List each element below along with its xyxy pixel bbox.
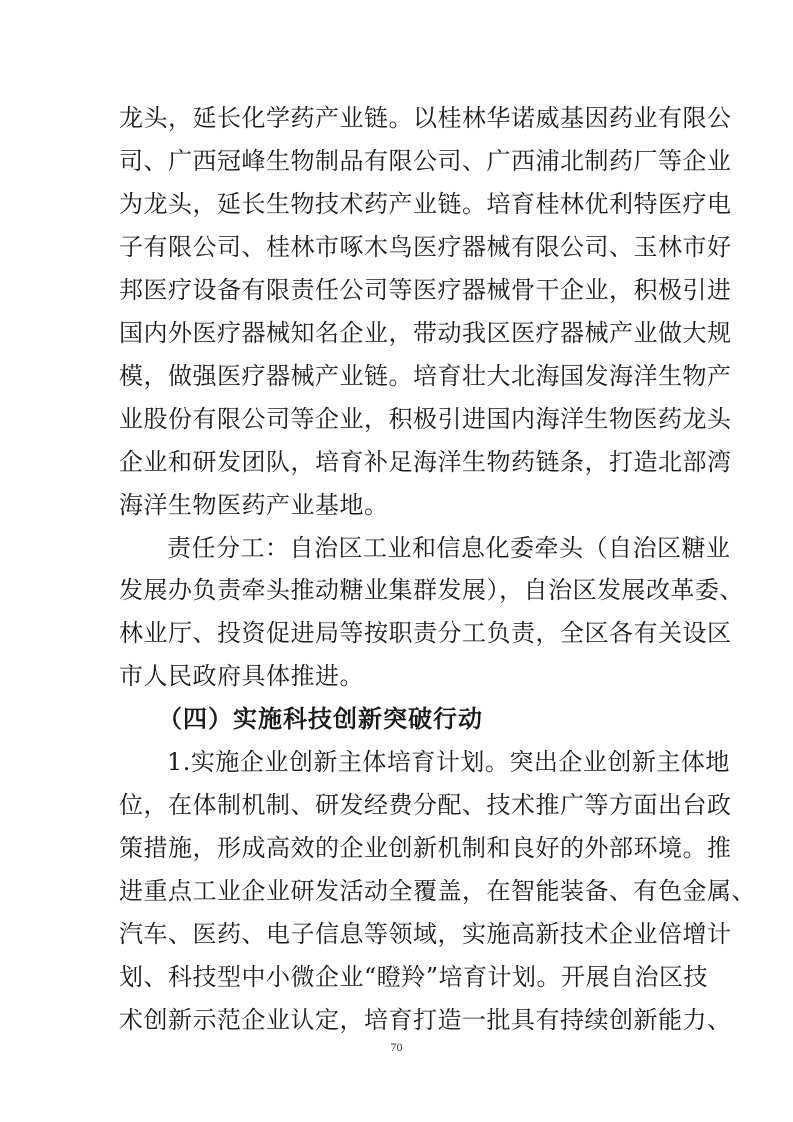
section-heading-text: （四）实施科技创新突破行动 bbox=[158, 705, 483, 733]
text-line bbox=[0, 785, 793, 825]
text-line-content: 司、广西冠峰生物制品有限公司、广西浦北制药厂等企业 bbox=[119, 147, 732, 175]
text-line bbox=[0, 485, 793, 525]
text-line-content: 企业和研发团队，培育补足海洋生物药链条，打造北部湾 bbox=[119, 448, 732, 476]
text-line-content: 进重点工业企业研发活动全覆盖，在智能装备、有色金属、 bbox=[119, 877, 756, 905]
text-line-content: 责任分工：自治区工业和信息化委牵头（自治区糖业 bbox=[167, 534, 731, 562]
text-line bbox=[0, 656, 793, 696]
text-line bbox=[0, 141, 793, 181]
text-line-content: 海洋生物医药产业基地。 bbox=[119, 491, 389, 519]
text-line-content: 策措施，形成高效的企业创新机制和良好的外部环境。推 bbox=[119, 834, 732, 862]
text-line-content: 龙头，延长化学药产业链。以桂林华诺威基因药业有限公 bbox=[119, 104, 732, 132]
text-line-content: 为龙头，延长生物技术药产业链。培育桂林优利特医疗电 bbox=[119, 190, 732, 218]
text-line bbox=[0, 828, 793, 868]
text-line bbox=[0, 957, 793, 997]
text-line-content: 林业厅、投资促进局等按职责分工负责，全区各有关设区 bbox=[119, 619, 732, 647]
page-number: 70 bbox=[390, 1040, 403, 1054]
text-line-content: 划、科技型中小微企业“瞪羚”培育计划。开展自治区技 bbox=[119, 963, 709, 991]
text-line-content: 汽车、医药、电子信息等领域，实施高新技术企业倍增计 bbox=[119, 920, 732, 948]
text-line bbox=[0, 1000, 793, 1040]
text-line-content: 术创新示范企业认定，培育打造一批具有持续创新能力、 bbox=[119, 1006, 732, 1034]
text-line bbox=[0, 184, 793, 224]
paragraph-first-line bbox=[0, 742, 793, 782]
text-line-content: 模，做强医疗器械产业链。培育壮大北海国发海洋生物产 bbox=[119, 362, 732, 390]
text-line bbox=[0, 442, 793, 482]
text-line-content: 市人民政府具体推进。 bbox=[119, 662, 364, 690]
paragraph-first-line bbox=[0, 528, 793, 568]
text-line bbox=[0, 871, 793, 911]
text-line-content: 国内外医疗器械知名企业，带动我区医疗器械产业做大规 bbox=[119, 319, 732, 347]
text-line bbox=[0, 399, 793, 439]
text-line bbox=[0, 270, 793, 310]
text-line bbox=[0, 570, 793, 610]
text-line bbox=[0, 313, 793, 353]
text-line-content: 业股份有限公司等企业，积极引进国内海洋生物医药龙头 bbox=[119, 405, 732, 433]
text-line-content: 1.实施企业创新主体培育计划。突出企业创新主体地 bbox=[167, 748, 730, 776]
section-heading bbox=[0, 699, 793, 739]
text-line-content: 位，在体制机制、研发经费分配、技术推广等方面出台政 bbox=[119, 791, 732, 819]
text-line bbox=[0, 356, 793, 396]
text-line bbox=[0, 613, 793, 653]
text-line-content: 发展办负责牵头推动糖业集群发展），自治区发展改革委、 bbox=[119, 576, 744, 604]
text-line bbox=[0, 227, 793, 267]
text-line-content: 邦医疗设备有限责任公司等医疗器械骨干企业，积极引进 bbox=[119, 276, 732, 304]
text-line bbox=[0, 98, 793, 138]
text-line-content: 子有限公司、桂林市啄木鸟医疗器械有限公司、玉林市好 bbox=[119, 233, 732, 261]
text-line bbox=[0, 914, 793, 954]
